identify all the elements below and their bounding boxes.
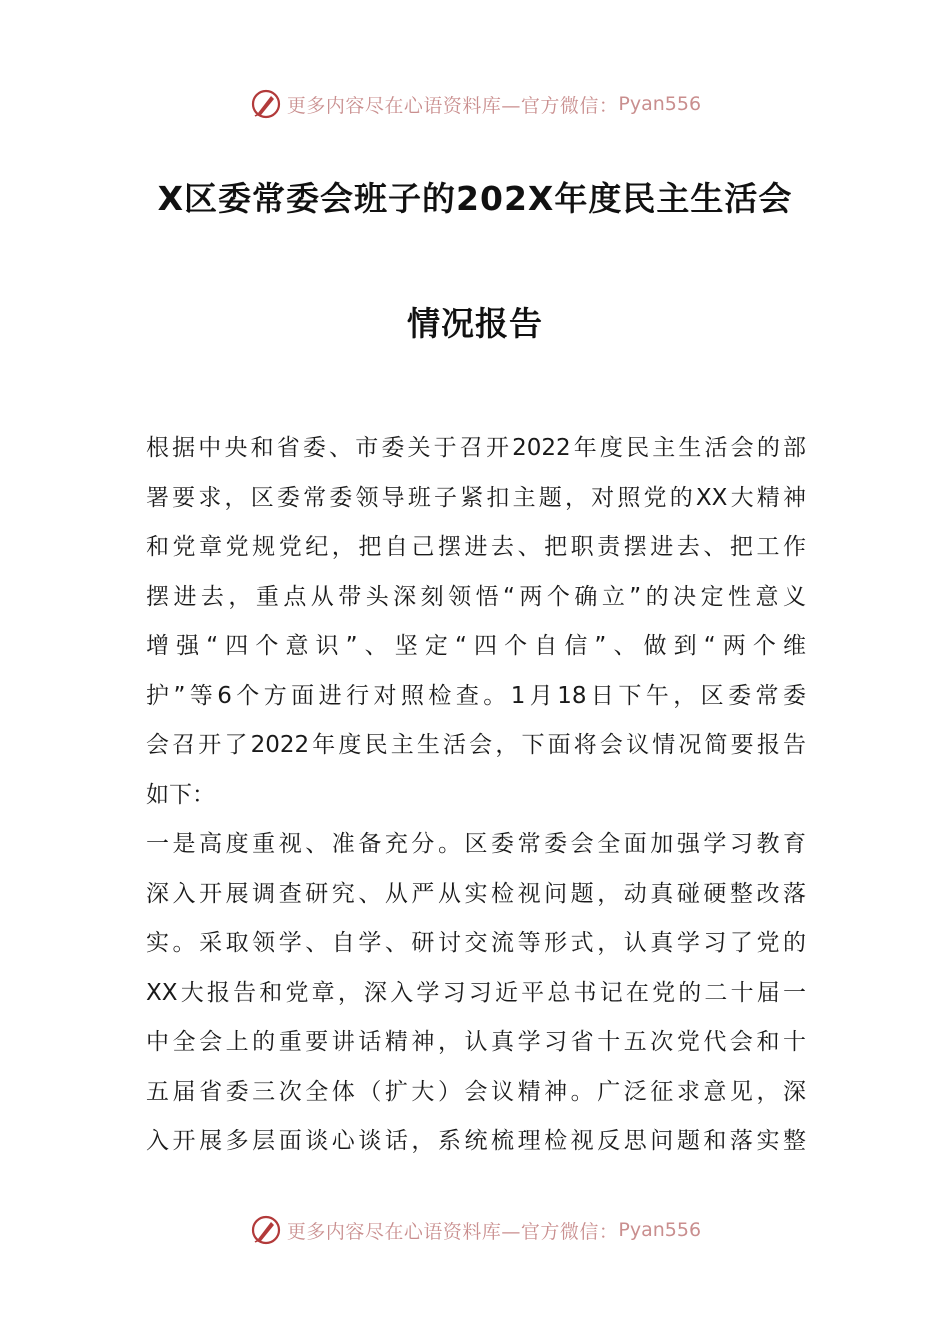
body-line: 署要求，区委常委领导班子紧扣主题，对照党的XX大精神	[146, 484, 806, 511]
body-line: 摆进去，重点从带头深刻领悟“两个确立”的决定性意义	[146, 583, 806, 610]
body-line: 中全会上的重要讲话精神，认真学习省十五次党代会和十	[146, 1029, 806, 1055]
body-line: 如下：	[146, 781, 215, 808]
body-line: 五届省委三次全体（扩大）会议精神。广泛征求意见，深	[146, 1078, 806, 1105]
body-line: 根据中央和省委、市委关于召开2022年度民主生活会的部	[146, 435, 806, 461]
body-line: 和党章党规党纪，把自己摆进去、把职责摆进去、把工作	[146, 534, 806, 560]
body-line: 增强“四个意识”、坚定“四个自信”、做到“两个维	[146, 633, 806, 659]
watermark-account: Pyan556	[618, 1219, 702, 1241]
document-body	[146, 424, 806, 1174]
body-line: 实。采取领学、自学、研讨交流等形式，认真学习了党的	[146, 930, 806, 956]
footer-watermark	[0, 1210, 950, 1250]
document-title-line-2: 情况报告	[407, 304, 543, 343]
watermark-text: 更多内容尽在心语资料库—官方微信：	[286, 1220, 619, 1243]
header-watermark	[0, 84, 950, 124]
body-line: 护”等6个方面进行对照检查。1月18日下午，区委常委	[146, 682, 806, 709]
body-line: 深入开展调查研究、从严从实检视问题，动真碰硬整改落	[146, 880, 806, 907]
document-title-line-1: X区委常委会班子的202X年度民主生活会	[157, 179, 793, 218]
body-line: 会召开了2022年度民主生活会，下面将会议情况简要报告	[146, 732, 806, 758]
body-line: XX大报告和党章，深入学习习近平总书记在党的二十届一	[146, 979, 806, 1006]
body-line: 入开展多层面谈心谈话，系统梳理检视反思问题和落实整	[146, 1128, 806, 1154]
watermark-account: Pyan556	[618, 93, 702, 115]
body-line: 一是高度重视、准备充分。区委常委会全面加强学习教育	[146, 831, 806, 857]
pen-circle-logo-icon	[249, 87, 283, 121]
pen-circle-logo-icon	[249, 1213, 283, 1247]
watermark-text: 更多内容尽在心语资料库—官方微信：	[286, 94, 619, 117]
